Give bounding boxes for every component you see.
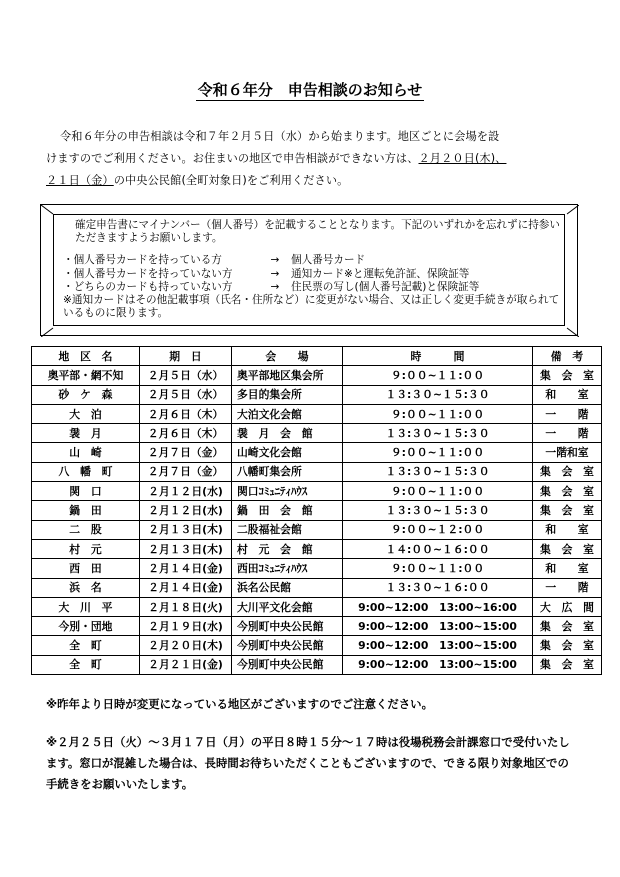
intro-line-1: 令和６年分の申告相談は令和７年２月５日（水）から始まります。地区ごとに会場を設 <box>60 130 500 143</box>
cell-date: ２月１２日(水) <box>140 501 232 520</box>
table-row <box>32 578 602 597</box>
cell-venue: 西田ｺﾐｭﾆﾃｨﾊｳｽ <box>232 559 343 578</box>
cell-time: １３:３０~１５:３０ <box>343 462 533 481</box>
cell-time: １３:３０~１６:００ <box>343 578 533 597</box>
cell-time: ９:００~１１:００ <box>343 443 533 462</box>
cell-area: 全 町 <box>32 636 140 655</box>
cell-note: 集 会 室 <box>533 655 602 674</box>
cell-time: １３:３０~１５:３０ <box>343 501 533 520</box>
cell-time: ９:００~１１:００ <box>343 559 533 578</box>
cell-date: ２月７日（金） <box>140 443 232 462</box>
cell-time: ９:００~１１:００ <box>343 366 533 385</box>
table-row <box>32 559 602 578</box>
intro-date-underlined: ２月２０日(木)、 <box>418 152 507 165</box>
cell-note: 和 室 <box>533 520 602 539</box>
cell-time: １３:３０~１５:３０ <box>343 385 533 404</box>
notice-option <box>63 268 561 281</box>
cell-date: ２月２１日(金) <box>140 655 232 674</box>
cell-date: ２月１４日(金) <box>140 578 232 597</box>
cell-venue: 今別町中央公民館 <box>232 617 343 636</box>
table-row <box>32 617 602 636</box>
cell-venue: 浜名公民館 <box>232 578 343 597</box>
cell-venue: 今別町中央公民館 <box>232 655 343 674</box>
header-time: 時 間 <box>343 347 533 366</box>
cell-time: １３:３０~１５:３０ <box>343 424 533 443</box>
footer-note-office: ※２月２５日（火）～３月１７日（月）の平日８時１５分～１７時は役場税務会計課窓口で受付いたします。窓口が混雑した場合は、長時間お待ちいただくこともございますので、できる限り対象地区での手続きをお願いいたします。 <box>46 735 570 791</box>
cell-time: 9:00~12:00 13:00~15:00 <box>343 617 533 636</box>
cell-date: ２月６日（木） <box>140 404 232 423</box>
cell-note: 和 室 <box>533 559 602 578</box>
table-row <box>32 636 602 655</box>
cell-date: ２月５日（水） <box>140 385 232 404</box>
cell-date: ２月１３日(木) <box>140 520 232 539</box>
table-row <box>32 482 602 501</box>
cell-note: 集 会 室 <box>533 501 602 520</box>
option-document: 通知カード※と運転免許証、保険証等 <box>291 267 470 280</box>
intro-paragraph <box>46 126 576 192</box>
table-row <box>32 462 602 481</box>
intro-line-2 <box>46 148 576 170</box>
option-condition: ・どちらのカードも持っていない方 <box>63 280 233 293</box>
cell-time: １４:００~１６:００ <box>343 539 533 558</box>
cell-time: ９:００~１１:００ <box>343 482 533 501</box>
cell-area: 大 泊 <box>32 404 140 423</box>
option-document: 住民票の写し(個人番号記載)と保険証等 <box>291 280 480 293</box>
table-row <box>32 366 602 385</box>
header-area: 地 区 名 <box>32 347 140 366</box>
table-header-row <box>32 347 602 366</box>
notice-text <box>63 219 561 320</box>
cell-area: 西 田 <box>32 559 140 578</box>
cell-date: ２月１２日(水) <box>140 482 232 501</box>
table-row <box>32 655 602 674</box>
footer-note-change: ※昨年より日時が変更になっている地区がございますのでご注意ください。 <box>46 697 433 711</box>
header-note: 備 考 <box>533 347 602 366</box>
schedule-table <box>31 346 602 675</box>
table-row <box>32 385 602 404</box>
intro-date-underlined-2: ２１日（金） <box>46 174 114 187</box>
cell-venue: 二股福祉会館 <box>232 520 343 539</box>
header-venue: 会 場 <box>232 347 343 366</box>
page-title <box>0 79 620 100</box>
arrow-icon: → <box>270 280 280 293</box>
cell-date: ２月１３日(木) <box>140 539 232 558</box>
arrow-icon: → <box>270 254 280 267</box>
cell-venue: 鍋 田 会 館 <box>232 501 343 520</box>
cell-note: 集 会 室 <box>533 462 602 481</box>
cell-area: 鍋 田 <box>32 501 140 520</box>
cell-date: ２月６日（木） <box>140 424 232 443</box>
cell-date: ２月１８日(火) <box>140 597 232 616</box>
cell-time: 9:00~12:00 13:00~15:00 <box>343 636 533 655</box>
cell-date: ２月１９日(水) <box>140 617 232 636</box>
cell-venue: 袰 月 会 館 <box>232 424 343 443</box>
option-condition: ・個人番号カードを持っている方 <box>63 254 222 267</box>
table-row <box>32 404 602 423</box>
cell-venue: 村 元 会 館 <box>232 539 343 558</box>
cell-area: 二 股 <box>32 520 140 539</box>
cell-venue: 大泊文化会館 <box>232 404 343 423</box>
cell-note: 一 階 <box>533 404 602 423</box>
header-date: 期 日 <box>140 347 232 366</box>
notice-intro: 確定申告書にマイナンバー（個人番号）を記載することとなります。下記のいずれかを忘れずに持参いただきますようお願いします。 <box>75 219 560 245</box>
cell-area: 山 崎 <box>32 443 140 462</box>
cell-note: 集 会 室 <box>533 636 602 655</box>
cell-area: 今別・団地 <box>32 617 140 636</box>
cell-date: ２月１４日(金) <box>140 559 232 578</box>
cell-time: 9:00~12:00 13:00~16:00 <box>343 597 533 616</box>
cell-time: 9:00~12:00 13:00~15:00 <box>343 655 533 674</box>
cell-note: 集 会 室 <box>533 366 602 385</box>
cell-venue: 山崎文化会館 <box>232 443 343 462</box>
cell-note: 一階和室 <box>533 443 602 462</box>
cell-area: 浜 名 <box>32 578 140 597</box>
cell-venue: 関口ｺﾐｭﾆﾃｨﾊｳｽ <box>232 482 343 501</box>
notice-option <box>63 281 561 294</box>
cell-area: 関 口 <box>32 482 140 501</box>
cell-time: ９:００~１１:００ <box>343 404 533 423</box>
cell-area: 村 元 <box>32 539 140 558</box>
table-row <box>32 520 602 539</box>
arrow-icon: → <box>270 267 280 280</box>
intro-line-3b: の中央公民館(全町対象日)をご利用ください。 <box>113 174 349 187</box>
cell-venue: 奥平部地区集会所 <box>232 366 343 385</box>
cell-area: 全 町 <box>32 655 140 674</box>
cell-venue: 八幡町集会所 <box>232 462 343 481</box>
intro-line-3 <box>46 170 576 192</box>
table-row <box>32 443 602 462</box>
cell-venue: 大川平文化会館 <box>232 597 343 616</box>
cell-note: 一 階 <box>533 578 602 597</box>
cell-note: 一 階 <box>533 424 602 443</box>
cell-note: 集 会 室 <box>533 482 602 501</box>
cell-area: 八 幡 町 <box>32 462 140 481</box>
mynumber-notice-box <box>40 204 578 336</box>
notice-footnote: ※通知カードはその他記載事項（氏名・住所など）に変更がない場合、又は正しく変更手続きが取られているものに限ります。 <box>63 294 560 320</box>
cell-date: ２月７日（金） <box>140 462 232 481</box>
table-row <box>32 539 602 558</box>
option-condition: ・個人番号カードを持っていない方 <box>63 267 233 280</box>
cell-venue: 今別町中央公民館 <box>232 636 343 655</box>
table-row <box>32 424 602 443</box>
cell-note: 集 会 室 <box>533 617 602 636</box>
intro-line-2a: けますのでご利用ください。お住まいの地区で申告相談ができない方は、 <box>46 152 419 165</box>
cell-area: 大 川 平 <box>32 597 140 616</box>
table-row <box>32 597 602 616</box>
notice-option <box>63 254 561 267</box>
cell-area: 砂 ケ 森 <box>32 385 140 404</box>
cell-note: 和 室 <box>533 385 602 404</box>
cell-date: ２月５日（水） <box>140 366 232 385</box>
cell-area: 奥平部・網不知 <box>32 366 140 385</box>
cell-venue: 多目的集会所 <box>232 385 343 404</box>
cell-time: ９:００~１２:００ <box>343 520 533 539</box>
cell-note: 大 広 間 <box>533 597 602 616</box>
title-text: 令和６年分 申告相談のお知らせ <box>197 81 423 99</box>
cell-area: 袰 月 <box>32 424 140 443</box>
cell-date: ２月２０日(木) <box>140 636 232 655</box>
table-row <box>32 501 602 520</box>
option-document: 個人番号カード <box>291 254 366 267</box>
cell-note: 集 会 室 <box>533 539 602 558</box>
